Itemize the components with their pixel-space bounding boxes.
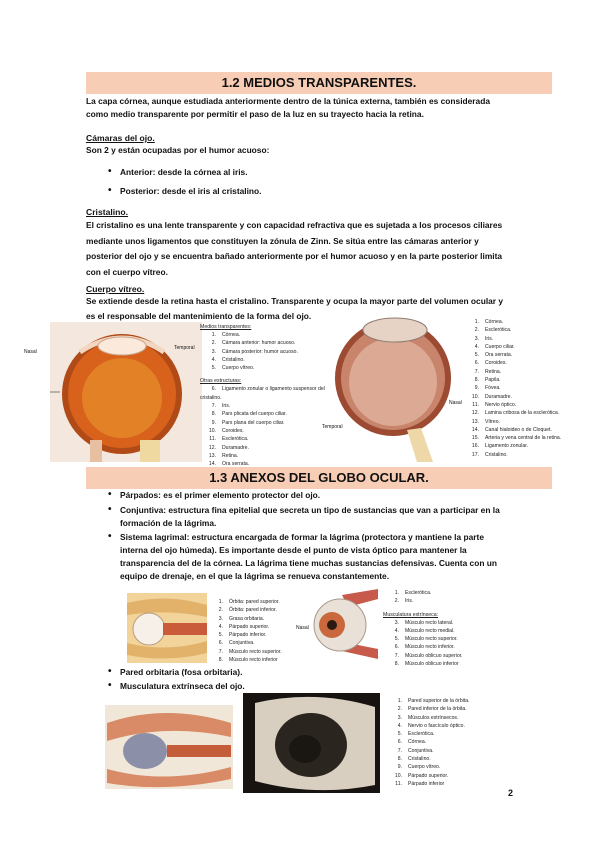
caption-item-text: Ligamento zonular o ligamento suspensor del cristalino. xyxy=(200,386,325,401)
caption-item-number: 9. xyxy=(211,419,216,426)
caption-item-number: 7. xyxy=(218,648,223,655)
list-item: • Posterior: desde el iris al cristalino. xyxy=(108,185,508,198)
caption-item-number: 4. xyxy=(474,343,479,350)
caption-item-text: Músculo recto superior. xyxy=(405,636,458,643)
caption-item-text: Pared inferior de la órbita. xyxy=(408,706,467,713)
orbit-dissection-figure xyxy=(105,693,380,793)
caption-item xyxy=(200,419,330,427)
caption-item-text: Cristalino. xyxy=(222,356,245,363)
caption-item xyxy=(463,384,593,392)
list-item: • Sistema lagrimal: estructura encargada de formar la lágrima (protectora y mantiene la parte interna del ojo húmeda). Es importante desde el punto de vista óptico para mantener la transparencia del de la córnea. La lágrima tiene muchas sustancias defensivas. Cuenta con un equipo de drenaje, en el que la lágrima se renueva constantemente. xyxy=(108,531,513,582)
caption-item-text: Duramadre. xyxy=(485,393,512,400)
caption-item-text: Retina. xyxy=(485,368,502,375)
caption-item xyxy=(463,451,593,459)
orbit-sagittal-illustration xyxy=(127,593,207,663)
caption-item xyxy=(463,376,593,384)
camaras-list xyxy=(108,166,508,198)
caption-item-text: Órbita: pared superior. xyxy=(229,599,280,605)
caption-item xyxy=(383,643,503,651)
caption-item-text: Cámara anterior: humor acuoso. xyxy=(222,340,296,347)
caption-item-number: 4. xyxy=(397,722,402,729)
caption-item-text: Cuerpo vítreo. xyxy=(222,365,255,372)
caption-item-number: 6. xyxy=(397,739,402,746)
caption-item-number: 10. xyxy=(394,772,402,779)
caption-item xyxy=(383,589,503,597)
caption-item xyxy=(200,364,330,372)
caption-item-number: 1. xyxy=(394,590,399,596)
caption-item-number: 5. xyxy=(397,731,402,738)
caption-item xyxy=(200,410,330,418)
caption-item xyxy=(383,597,503,605)
figure2-caption xyxy=(463,318,593,459)
caption-item xyxy=(200,348,330,356)
caption-item xyxy=(386,780,516,788)
caption-item xyxy=(200,452,330,460)
caption-item-number: 5. xyxy=(394,636,399,643)
extrinsic-muscles-illustration xyxy=(312,585,380,665)
caption-item-text: Músculo recto lateral. xyxy=(405,619,454,626)
list-item: • Anterior: desde la córnea al iris. xyxy=(108,166,508,179)
caption-item xyxy=(463,393,593,401)
caption-item-text: Párpado superior. xyxy=(229,623,270,630)
caption-item-text: Vítreo. xyxy=(485,418,501,425)
caption-item-number: 12. xyxy=(471,410,479,417)
caption-item xyxy=(200,385,330,402)
caption-item xyxy=(200,331,330,339)
caption-item-number: 12. xyxy=(208,444,216,451)
caption-list xyxy=(200,331,330,372)
list-item: • Musculatura extrínseca del ojo. xyxy=(108,680,408,693)
caption-item-text: Fóvea. xyxy=(485,385,501,392)
anexos-list xyxy=(108,489,513,583)
caption-item-number: 14. xyxy=(471,426,479,433)
caption-item xyxy=(207,598,317,606)
caption-item-text: Músculos extrínsecos. xyxy=(408,714,459,721)
caption-item-text: Papila. xyxy=(485,377,501,384)
caption-item xyxy=(383,652,503,660)
caption-heading: Otras estructuras: xyxy=(200,378,242,385)
anexos-list-2 xyxy=(108,666,408,693)
caption-item-number: 13. xyxy=(208,452,216,459)
caption-item xyxy=(463,351,593,359)
caption-item xyxy=(386,722,516,730)
caption-item-number: 3. xyxy=(474,335,479,342)
label-temporal: Temporal xyxy=(174,345,195,351)
caption-item xyxy=(386,697,516,705)
caption-item xyxy=(386,747,516,755)
cristalino-text: El cristalino es una lente transparente y con capacidad refractiva que es sujetada a los procesos ciliares mediante unos ligamentos que constituyen la zónula de Zinn. Se sitúa entre las cámaras anterior y posterior del ojo y se encuentra bañado anteriormente por el humor acuoso y en la parte posterior limita con el cuerpo vítreo. xyxy=(86,220,503,277)
caption-item-number: 8. xyxy=(397,756,402,763)
caption-list xyxy=(200,385,330,468)
caption-item-number: 5. xyxy=(474,352,479,359)
caption-item xyxy=(463,442,593,450)
list-item: • Conjuntiva: estructura fina epitelial que secreta un tipo de sustancias que van a participar en la formación de la lágrima. xyxy=(108,504,513,530)
caption-item-number: 3. xyxy=(211,348,216,355)
caption-item xyxy=(386,755,516,763)
caption-item xyxy=(200,339,330,347)
eye-cross-section-figure xyxy=(24,322,202,462)
list-item: • Párpados: es el primer elemento protector del ojo. xyxy=(108,489,513,502)
caption-item xyxy=(207,606,317,614)
caption-item-text: Músculo recto superior. xyxy=(229,648,282,655)
caption-item-number: 3. xyxy=(397,714,402,721)
figure5-caption xyxy=(386,697,516,788)
caption-item-text: Esclerótica. xyxy=(405,590,432,596)
caption-item xyxy=(200,444,330,452)
caption-item xyxy=(386,714,516,722)
caption-item xyxy=(200,427,330,435)
caption-item-text: Ora serrata. xyxy=(222,461,250,468)
caption-item-number: 2. xyxy=(474,327,479,334)
caption-item xyxy=(463,401,593,409)
caption-item-number: 13. xyxy=(471,418,479,425)
caption-item xyxy=(386,772,516,780)
caption-item-text: Pared superior de la órbita. xyxy=(408,698,470,704)
caption-item xyxy=(463,409,593,417)
caption-item-text: Coroides. xyxy=(222,427,244,434)
caption-item-number: 2. xyxy=(394,598,399,605)
caption-item-number: 5. xyxy=(218,632,223,639)
caption-item-text: Ligamento zonular. xyxy=(485,443,529,450)
caption-item xyxy=(383,627,503,635)
vitreo-title: Cuerpo vítreo. xyxy=(86,284,145,294)
caption-item-number: 3. xyxy=(394,619,399,626)
caption-item-text: Esclerótica. xyxy=(222,436,249,443)
caption-item-text: Conjuntiva. xyxy=(229,640,255,647)
caption-item-number: 7. xyxy=(211,403,216,410)
caption-item-number: 1. xyxy=(218,599,223,605)
caption-item xyxy=(383,635,503,643)
caption-item-number: 6. xyxy=(474,360,479,367)
caption-item-text: Pars plicata del cuerpo ciliar. xyxy=(222,411,287,418)
caption-item xyxy=(383,619,503,627)
caption-item-number: 7. xyxy=(474,368,479,375)
caption-item-number: 9. xyxy=(474,385,479,392)
caption-item-text: Esclerótica. xyxy=(408,731,435,738)
caption-item-text: Canal hialoideo o de Cloquet. xyxy=(485,426,552,433)
caption-item-text: Músculo recto medial. xyxy=(405,627,455,634)
caption-item-number: 17. xyxy=(471,451,479,458)
caption-item-text: Nervio óptico. xyxy=(485,401,517,408)
eye-sagittal-illustration xyxy=(325,312,465,462)
caption-item-text: Córnea. xyxy=(408,739,427,746)
caption-item-text: Cámara posterior: humor acuoso. xyxy=(222,348,298,355)
caption-list xyxy=(386,697,516,788)
list-item: • Pared orbitaria (fosa orbitaria). xyxy=(108,666,408,679)
caption-item-number: 4. xyxy=(211,356,216,363)
caption-item xyxy=(463,326,593,334)
camaras-text: Son 2 y están ocupadas por el humor acuoso: xyxy=(86,145,270,155)
caption-item-number: 3. xyxy=(218,615,223,622)
caption-item-number: 11. xyxy=(472,401,479,408)
eye-sagittal-figure xyxy=(322,312,465,462)
caption-item-number: 6. xyxy=(211,386,216,393)
caption-item-text: Lamina cribosa de la esclerótica. xyxy=(485,410,560,417)
caption-item-text: Ora serrata. xyxy=(485,352,513,359)
caption-item-text: Músculo recto inferior xyxy=(229,657,278,664)
caption-item-number: 16. xyxy=(471,443,479,450)
caption-item xyxy=(386,738,516,746)
caption-item-text: Córnea. xyxy=(222,332,241,338)
caption-item-text: Iris. xyxy=(485,335,494,342)
caption-item xyxy=(386,705,516,713)
caption-item-text: Arteria y vena central de la retina. xyxy=(485,435,562,442)
caption-item-text: Cristalino. xyxy=(408,756,431,763)
caption-item-number: 8. xyxy=(211,411,216,418)
caption-item xyxy=(463,343,593,351)
caption-item xyxy=(463,368,593,376)
caption-item-number: 11. xyxy=(395,780,402,787)
caption-item-number: 1. xyxy=(474,319,479,325)
caption-list xyxy=(383,589,503,606)
caption-item xyxy=(386,730,516,738)
caption-list xyxy=(207,598,317,664)
caption-item-number: 2. xyxy=(218,607,223,614)
caption-item xyxy=(207,615,317,623)
section-heading-anexos: 1.3 ANEXOS DEL GLOBO OCULAR. xyxy=(86,467,552,489)
caption-item-number: 11. xyxy=(209,436,216,443)
caption-item-number: 14. xyxy=(208,461,216,468)
caption-item-number: 8. xyxy=(474,377,479,384)
caption-item xyxy=(200,402,330,410)
caption-item-number: 2. xyxy=(211,340,216,347)
caption-item xyxy=(207,631,317,639)
label-nasal: Nasal xyxy=(296,625,309,631)
caption-item-text: Músculo recto inferior. xyxy=(405,644,455,651)
camaras-title: Cámaras del ojo. xyxy=(86,133,155,143)
caption-item-number: 8. xyxy=(394,661,399,668)
caption-item xyxy=(463,434,593,442)
caption-item-number: 8. xyxy=(218,657,223,664)
caption-item-text: Párpado superior. xyxy=(408,772,449,779)
caption-item-number: 7. xyxy=(394,652,399,659)
caption-item-text: Iris. xyxy=(222,403,231,410)
caption-item-text: Retina. xyxy=(222,452,239,459)
caption-item xyxy=(200,356,330,364)
caption-item-number: 4. xyxy=(394,627,399,634)
caption-item-number: 10. xyxy=(471,393,479,400)
caption-item xyxy=(463,359,593,367)
caption-item xyxy=(463,335,593,343)
label-nasal: Nasal xyxy=(449,400,462,406)
caption-item xyxy=(463,318,593,326)
orbit-dissection-illustration xyxy=(105,693,380,793)
caption-item-text: Párpado inferior xyxy=(408,780,445,787)
caption-item xyxy=(207,656,317,664)
caption-item-text: Conjuntiva. xyxy=(408,747,434,754)
caption-item-number: 4. xyxy=(218,623,223,630)
caption-item xyxy=(386,763,516,771)
intro-paragraph: La capa córnea, aunque estudiada anteriormente dentro de la túnica externa, también es considerada como medio transparente por permitir el paso de la luz en su trayecto hacia la retina. xyxy=(86,96,490,119)
caption-heading: Medios transparentes: xyxy=(200,324,252,330)
page-number: 2 xyxy=(508,788,514,798)
caption-list xyxy=(383,619,503,669)
cristalino-title: Cristalino. xyxy=(86,207,129,217)
caption-item-number: 9. xyxy=(397,764,402,771)
figure1-caption xyxy=(200,323,330,468)
caption-item-text: Esclerótica. xyxy=(485,327,512,334)
caption-item xyxy=(207,639,317,647)
caption-list xyxy=(463,318,593,459)
caption-heading: Musculatura extrínseca: xyxy=(383,611,439,618)
caption-item-text: Cuerpo vítreo. xyxy=(408,764,441,771)
caption-item-text: Pars plana del cuerpo ciliar. xyxy=(222,419,285,426)
caption-item-number: 6. xyxy=(218,640,223,647)
eye-cross-section-illustration xyxy=(50,322,202,462)
caption-item-text: Músculo oblicuo inferior xyxy=(405,661,459,668)
label-nasal: Nasal xyxy=(24,349,37,355)
caption-item xyxy=(463,418,593,426)
figure3-caption xyxy=(207,598,317,664)
caption-item-text: Párpado inferior. xyxy=(229,632,267,639)
caption-item-text: Músculo oblicuo superior. xyxy=(405,652,463,659)
caption-item-text: Cristalino. xyxy=(485,451,508,458)
extrinsic-muscles-figure xyxy=(296,585,380,665)
orbit-sagittal-figure xyxy=(127,593,207,663)
caption-item-number: 1. xyxy=(211,332,216,338)
label-temporal: Temporal xyxy=(322,424,343,430)
caption-item xyxy=(463,426,593,434)
caption-item xyxy=(207,648,317,656)
caption-item-number: 15. xyxy=(471,435,479,442)
section-heading-medios: 1.2 MEDIOS TRANSPARENTES. xyxy=(86,72,552,94)
caption-item-number: 5. xyxy=(211,365,216,372)
vitreo-text: Se extiende desde la retina hasta el cristalino. Transparente y ocupa la mayor parte del volumen ocular y es el responsable del mantenimiento de la forma del ojo. xyxy=(86,296,504,321)
caption-item-number: 2. xyxy=(397,706,402,713)
caption-item-text: Nervio o fascículo óptico. xyxy=(408,722,465,729)
caption-item-number: 1. xyxy=(397,698,402,704)
caption-item xyxy=(200,435,330,443)
caption-item-text: Cuerpo ciliar. xyxy=(485,343,515,350)
caption-item-text: Coroides. xyxy=(485,360,507,367)
figure4-caption xyxy=(383,589,503,668)
caption-item-text: Órbita: pared inferior. xyxy=(229,607,277,614)
caption-item-number: 6. xyxy=(394,644,399,651)
caption-item-text: Iris. xyxy=(405,598,414,605)
caption-item-text: Córnea. xyxy=(485,319,504,325)
caption-item-text: Grasa orbitaria. xyxy=(229,615,265,622)
caption-item-text: Duramadre. xyxy=(222,444,249,451)
caption-item-number: 7. xyxy=(397,747,402,754)
caption-item-number: 10. xyxy=(208,427,216,434)
